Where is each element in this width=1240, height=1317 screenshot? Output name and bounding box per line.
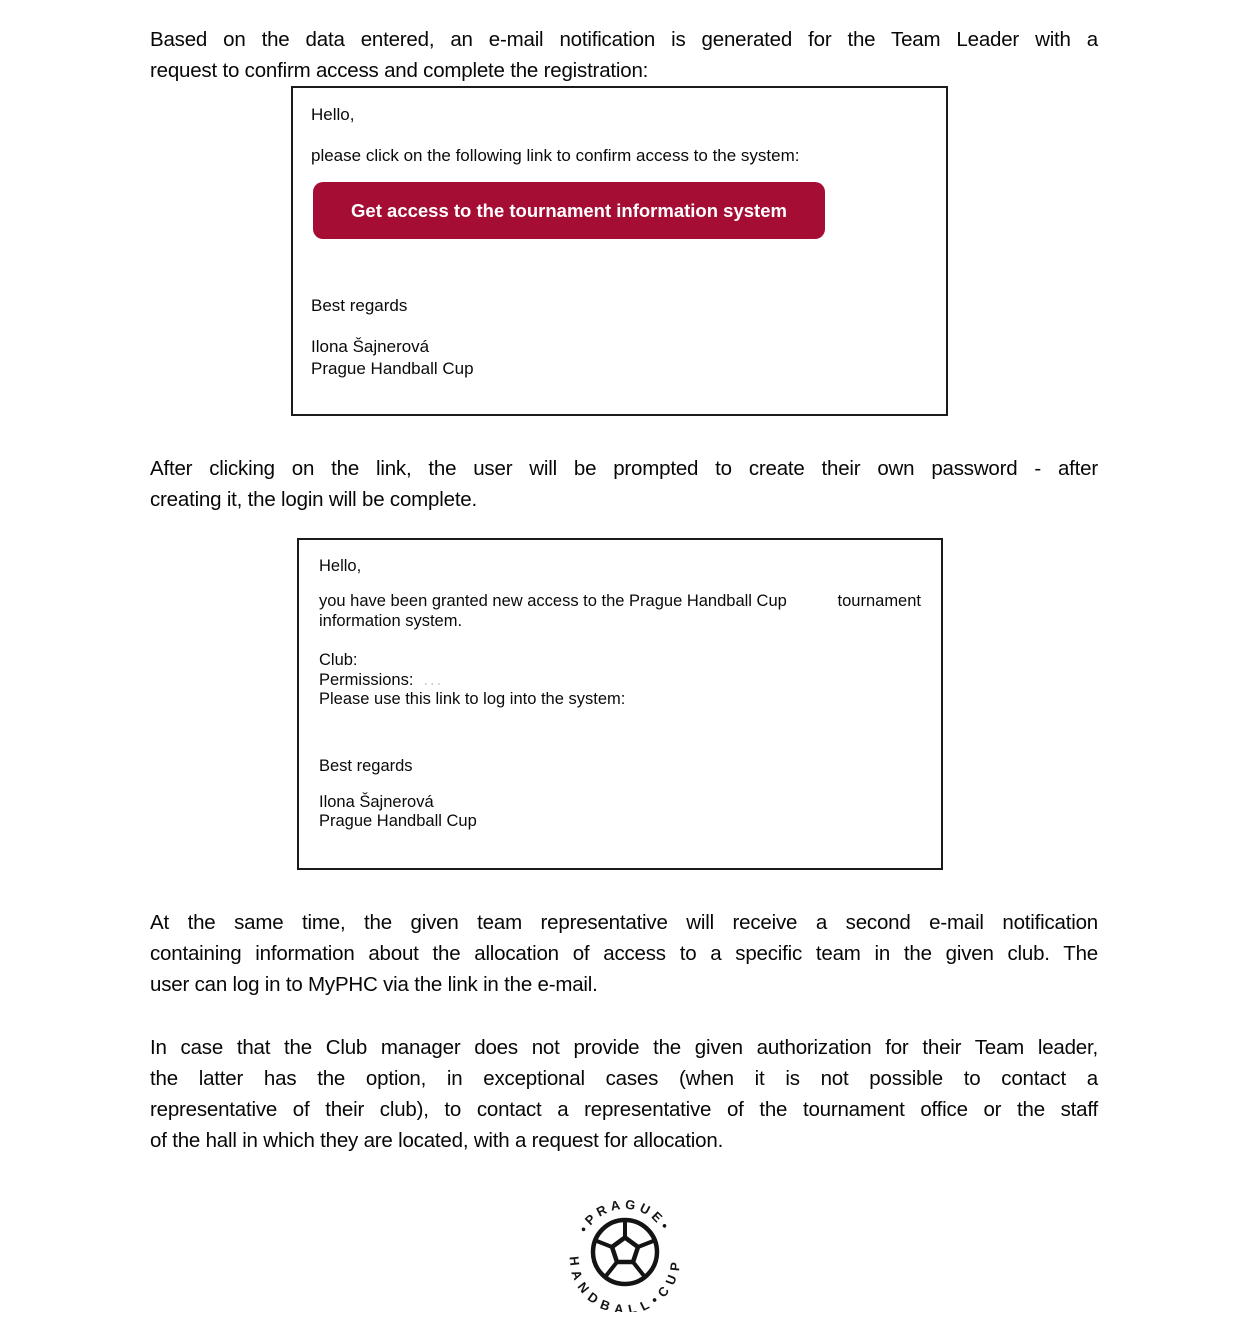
- email2-details-block: [319, 651, 921, 710]
- signature-name: Ilona Šajnerová: [319, 792, 434, 811]
- phc-logo: [565, 1192, 685, 1312]
- email-preview-access-granted: [297, 538, 943, 870]
- email1-greeting: Hello,: [311, 105, 355, 124]
- email2-closing: Best regards: [319, 756, 413, 775]
- permissions-label: Permissions:: [319, 670, 414, 689]
- club-manager-paragraph: In case that the Club manager does not provide the given authorization for their Team leader, the latter has the option, in exceptional cases (when it is not possible to contact a representative of their club), to contact a representative of the tournament office or the staff of the hall in which they are located, with a request for allocation.: [150, 1036, 1098, 1152]
- handball-icon: [593, 1220, 657, 1284]
- signature-org: Prague Handball Cup: [311, 359, 474, 378]
- email2-body-line1-right: tournament: [837, 592, 921, 610]
- email2-body-text: [319, 592, 921, 631]
- login-link-line[interactable]: Please use this link to log into the system:: [319, 690, 626, 708]
- get-access-button[interactable]: Get access to the tournament information system: [313, 182, 825, 239]
- email1-closing: Best regards: [311, 296, 408, 315]
- logo-bottom-text: HANDBALL•CUP: [566, 1255, 684, 1312]
- logo-top-text: •PRAGUE•: [575, 1196, 675, 1235]
- password-paragraph: After clicking on the link, the user will be prompted to create their own password - after creating it, the login will be complete.: [150, 457, 1098, 511]
- club-label: Club:: [319, 651, 358, 669]
- email1-signature: [311, 336, 928, 380]
- permissions-redacted-value: ...: [423, 670, 444, 689]
- email1-body-text: please click on the following link to confirm access to the system:: [311, 146, 800, 165]
- signature-org: Prague Handball Cup: [319, 812, 477, 830]
- email2-greeting: Hello,: [319, 557, 362, 575]
- email-preview-confirm-access: [291, 86, 948, 416]
- prague-handball-cup-logo-icon: [565, 1192, 685, 1312]
- intro-paragraph: Based on the data entered, an e-mail notification is generated for the Team Leader with a request to confirm access and complete the registration:: [150, 28, 1098, 82]
- second-notification-paragraph: At the same time, the given team representative will receive a second e-mail notification containing information about the allocation of access to a specific team in the given club. The user can log in to MyPHC via the link in the e-mail.: [150, 911, 1098, 996]
- email2-signature: [319, 793, 921, 832]
- signature-name: Ilona Šajnerová: [311, 337, 430, 356]
- email2-body-line1: you have been granted new access to the Prague Handball Cup: [319, 592, 787, 610]
- email2-body-line2: information system.: [319, 611, 463, 630]
